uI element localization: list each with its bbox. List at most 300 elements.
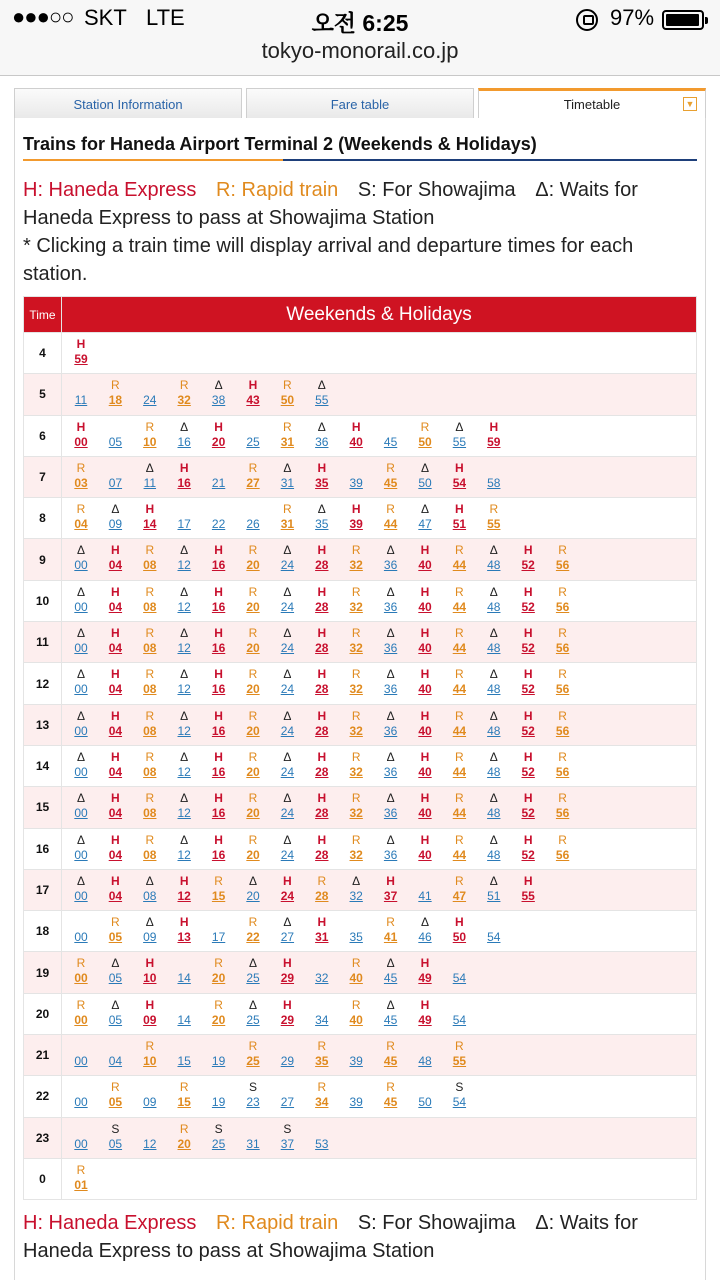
train-time-link[interactable] (202, 420, 236, 450)
departure-minute: 48 (487, 558, 501, 573)
train-time-link[interactable] (167, 461, 201, 491)
train-time-link[interactable] (64, 378, 98, 408)
train-time-link[interactable] (202, 585, 236, 615)
train-time-link[interactable] (64, 915, 98, 945)
train-time-link[interactable] (477, 626, 511, 656)
train-time-link[interactable] (236, 461, 270, 491)
train-time-link[interactable] (202, 709, 236, 739)
departure-minute: 39 (349, 1054, 363, 1069)
train-time-link[interactable] (408, 461, 442, 491)
train-time-link[interactable] (374, 915, 408, 945)
train-time-link[interactable] (339, 791, 373, 821)
train-time-link[interactable] (236, 626, 270, 656)
trains-cell (62, 415, 697, 456)
train-time-link[interactable] (305, 1122, 339, 1152)
train-time-link[interactable] (167, 750, 201, 780)
train-time-link[interactable] (270, 998, 304, 1028)
train-time-link[interactable] (270, 667, 304, 697)
train-type-mark: Δ (489, 749, 498, 764)
train-time-link[interactable] (270, 461, 304, 491)
train-time-link[interactable] (167, 378, 201, 408)
tab-station-information[interactable]: Station Information (14, 88, 242, 118)
departure-minute: 32 (349, 806, 363, 821)
train-type-mark (202, 1039, 236, 1054)
train-time-link[interactable] (546, 750, 580, 780)
train-time-link[interactable] (408, 667, 442, 697)
train-time-link[interactable] (202, 502, 236, 532)
departure-minute: 20 (211, 434, 226, 449)
departure-minute: 09 (143, 1095, 157, 1110)
departure-minute: 59 (74, 352, 88, 366)
departure-minute: 00 (74, 641, 88, 656)
train-time-link[interactable] (477, 833, 511, 863)
train-time-link[interactable] (374, 791, 408, 821)
train-time-link[interactable] (374, 1039, 408, 1069)
train-time-link[interactable] (374, 667, 408, 697)
departure-minute: 40 (349, 1012, 363, 1027)
train-time-link[interactable] (167, 956, 201, 986)
train-time-link[interactable] (374, 461, 408, 491)
train-time-link[interactable] (305, 585, 339, 615)
train-time-link[interactable] (477, 502, 511, 532)
train-time-link[interactable] (442, 420, 476, 450)
train-time-link[interactable] (408, 791, 442, 821)
train-time-link[interactable] (442, 667, 476, 697)
train-time-link[interactable] (408, 585, 442, 615)
departure-minute: 00 (74, 847, 88, 862)
train-time-link[interactable] (339, 502, 373, 532)
train-type-mark: H (214, 708, 223, 723)
train-time-link[interactable] (64, 667, 98, 697)
departure-minute: 44 (452, 641, 467, 656)
train-time-link[interactable] (133, 543, 167, 573)
train-time-link[interactable] (270, 543, 304, 573)
departure-minute: 40 (418, 806, 432, 821)
train-time-link[interactable] (202, 543, 236, 573)
train-time-link[interactable] (98, 1039, 132, 1069)
departure-minute: 31 (280, 517, 295, 532)
train-time-link[interactable] (236, 1122, 270, 1152)
train-time-link[interactable] (98, 667, 132, 697)
train-time-link[interactable] (98, 502, 132, 532)
train-time-link[interactable] (408, 998, 442, 1028)
train-time-link[interactable] (64, 833, 98, 863)
departure-minute: 56 (555, 682, 570, 697)
train-time-link[interactable] (442, 502, 476, 532)
train-time-link[interactable] (305, 626, 339, 656)
train-time-link[interactable] (133, 709, 167, 739)
train-time-link[interactable] (442, 626, 476, 656)
address-bar[interactable]: tokyo-monorail.co.jp (261, 38, 459, 63)
train-time-link[interactable] (408, 502, 442, 532)
train-time-link[interactable] (305, 420, 339, 450)
train-time-link[interactable] (408, 1039, 442, 1069)
train-time-link[interactable] (442, 956, 476, 986)
train-time-link[interactable] (167, 502, 201, 532)
train-time-link[interactable] (339, 956, 373, 986)
train-time-link[interactable] (305, 874, 339, 904)
train-time-link[interactable] (339, 461, 373, 491)
train-time-link[interactable] (339, 420, 373, 450)
train-time-link[interactable] (133, 378, 167, 408)
train-time-link[interactable] (202, 791, 236, 821)
train-time-link[interactable] (477, 791, 511, 821)
train-time-link[interactable] (408, 543, 442, 573)
train-time-link[interactable] (546, 667, 580, 697)
train-time-link[interactable] (236, 956, 270, 986)
train-time-link[interactable] (546, 626, 580, 656)
train-time-link[interactable] (408, 915, 442, 945)
train-time-link[interactable] (374, 502, 408, 532)
train-time-link[interactable] (202, 1039, 236, 1069)
train-time-link[interactable] (64, 956, 98, 986)
train-time-link[interactable] (64, 585, 98, 615)
train-time-link[interactable] (167, 791, 201, 821)
train-time-link[interactable] (339, 667, 373, 697)
train-time-link[interactable] (236, 420, 270, 450)
train-time-link[interactable] (202, 626, 236, 656)
train-time-link[interactable] (167, 709, 201, 739)
train-time-link[interactable] (167, 1122, 201, 1152)
train-time-link[interactable] (339, 1039, 373, 1069)
train-time-link[interactable] (546, 791, 580, 821)
train-time-link[interactable] (98, 791, 132, 821)
train-time-link[interactable] (64, 709, 98, 739)
train-time-link[interactable] (477, 750, 511, 780)
train-time-link[interactable] (442, 915, 476, 945)
departure-minute: 49 (418, 971, 432, 986)
train-time-link[interactable] (442, 1080, 476, 1110)
train-time-link[interactable] (305, 1039, 339, 1069)
train-time-link[interactable] (236, 998, 270, 1028)
tab-timetable[interactable] (478, 88, 706, 118)
train-type-mark: Δ (386, 997, 395, 1012)
train-time-link[interactable] (339, 874, 373, 904)
train-time-link[interactable] (511, 791, 545, 821)
train-time-link[interactable] (511, 667, 545, 697)
train-time-link[interactable] (305, 998, 339, 1028)
train-time-link[interactable] (202, 915, 236, 945)
train-time-link[interactable] (442, 709, 476, 739)
train-time-link[interactable] (374, 956, 408, 986)
train-time-link[interactable] (374, 750, 408, 780)
train-type-mark: R (558, 749, 567, 764)
train-time-link[interactable] (202, 750, 236, 780)
train-time-link[interactable] (511, 709, 545, 739)
train-time-link[interactable] (270, 833, 304, 863)
train-time-link[interactable] (236, 833, 270, 863)
train-time-link[interactable] (64, 1039, 98, 1069)
train-time-link[interactable] (202, 667, 236, 697)
train-time-link[interactable] (339, 750, 373, 780)
departure-minute: 15 (177, 1054, 191, 1069)
train-time-link[interactable] (98, 585, 132, 615)
train-time-link[interactable] (98, 833, 132, 863)
train-time-link[interactable] (64, 420, 98, 450)
train-time-link[interactable] (442, 998, 476, 1028)
train-time-link[interactable] (305, 502, 339, 532)
train-time-link[interactable] (305, 543, 339, 573)
train-time-link[interactable] (202, 833, 236, 863)
train-time-link[interactable] (511, 626, 545, 656)
train-time-link[interactable] (64, 502, 98, 532)
train-time-link[interactable] (270, 420, 304, 450)
train-time-link[interactable] (270, 626, 304, 656)
train-time-link[interactable] (236, 667, 270, 697)
train-time-link[interactable] (374, 998, 408, 1028)
train-time-link[interactable] (270, 378, 304, 408)
train-time-link[interactable] (305, 915, 339, 945)
train-time-link[interactable] (477, 709, 511, 739)
train-time-link[interactable] (339, 543, 373, 573)
departure-minute: 32 (315, 971, 329, 986)
train-time-link[interactable] (98, 543, 132, 573)
train-time-link[interactable] (408, 874, 442, 904)
train-time-link[interactable] (98, 626, 132, 656)
train-type-mark (270, 1080, 304, 1095)
train-time-link[interactable] (442, 543, 476, 573)
train-time-link[interactable] (305, 709, 339, 739)
train-time-link[interactable] (133, 1122, 167, 1152)
train-time-link[interactable] (374, 543, 408, 573)
train-time-link[interactable] (546, 833, 580, 863)
train-time-link[interactable] (64, 1163, 98, 1193)
train-time-link[interactable] (546, 709, 580, 739)
train-time-link[interactable] (133, 667, 167, 697)
train-time-link[interactable] (133, 420, 167, 450)
train-time-link[interactable] (374, 626, 408, 656)
train-time-link[interactable] (236, 750, 270, 780)
train-time-link[interactable] (64, 626, 98, 656)
train-time-link[interactable] (202, 956, 236, 986)
train-time-link[interactable] (236, 1039, 270, 1069)
train-time-link[interactable] (98, 461, 132, 491)
train-time-link[interactable] (98, 998, 132, 1028)
train-time-link[interactable] (305, 1080, 339, 1110)
train-time-link[interactable] (133, 1039, 167, 1069)
train-time-link[interactable] (305, 956, 339, 986)
train-time-link[interactable] (167, 420, 201, 450)
train-time-link[interactable] (98, 1080, 132, 1110)
train-time-link[interactable] (374, 1080, 408, 1110)
train-time-link[interactable] (442, 585, 476, 615)
train-time-link[interactable] (64, 1122, 98, 1152)
train-time-link[interactable] (64, 791, 98, 821)
train-time-link[interactable] (98, 750, 132, 780)
carrier-label: SKT (84, 5, 127, 30)
train-time-link[interactable] (133, 585, 167, 615)
train-time-link[interactable] (236, 543, 270, 573)
train-time-link[interactable] (167, 1039, 201, 1069)
departure-minute: 44 (452, 599, 467, 614)
train-time-link[interactable] (511, 543, 545, 573)
train-time-link[interactable] (98, 378, 132, 408)
train-time-link[interactable] (167, 915, 201, 945)
train-time-link[interactable] (408, 833, 442, 863)
train-time-link[interactable] (236, 378, 270, 408)
train-time-link[interactable] (305, 461, 339, 491)
train-time-link[interactable] (236, 585, 270, 615)
train-time-link[interactable] (442, 1039, 476, 1069)
train-time-link[interactable] (167, 874, 201, 904)
train-time-link[interactable] (64, 998, 98, 1028)
train-time-link[interactable] (167, 543, 201, 573)
departure-minute: 54 (452, 1095, 467, 1110)
train-time-link[interactable] (167, 833, 201, 863)
train-time-link[interactable] (236, 791, 270, 821)
train-type-mark: H (317, 667, 327, 682)
train-type-mark: R (351, 956, 361, 971)
train-time-link[interactable] (236, 502, 270, 532)
train-time-link[interactable] (236, 709, 270, 739)
train-time-link[interactable] (442, 461, 476, 491)
train-time-link[interactable] (408, 750, 442, 780)
train-time-link[interactable] (511, 750, 545, 780)
train-type-mark: Δ (489, 584, 498, 599)
train-time-link[interactable] (339, 1080, 373, 1110)
train-time-link[interactable] (339, 585, 373, 615)
train-time-link[interactable] (64, 461, 98, 491)
train-time-link[interactable] (305, 378, 339, 408)
train-time-link[interactable] (236, 915, 270, 945)
chevron-down-icon[interactable]: ▼ (683, 97, 697, 111)
train-time-link[interactable] (374, 585, 408, 615)
trains-cell (62, 869, 697, 910)
train-time-link[interactable] (236, 874, 270, 904)
train-time-link[interactable] (202, 874, 236, 904)
train-time-link[interactable] (64, 750, 98, 780)
train-time-link[interactable] (64, 1080, 98, 1110)
train-type-mark: H (111, 667, 120, 682)
train-time-link[interactable] (477, 874, 511, 904)
train-time-link[interactable] (339, 709, 373, 739)
train-time-link[interactable] (202, 1080, 236, 1110)
train-time-link[interactable] (133, 915, 167, 945)
train-time-link[interactable] (133, 626, 167, 656)
train-type-mark: R (145, 584, 155, 599)
train-time-link[interactable] (511, 585, 545, 615)
train-time-link[interactable] (202, 378, 236, 408)
trains-cell (62, 704, 697, 745)
train-time-link[interactable] (133, 833, 167, 863)
train-time-link[interactable] (133, 750, 167, 780)
train-time-link[interactable] (305, 833, 339, 863)
departure-minute: 56 (555, 847, 570, 862)
train-time-link[interactable] (305, 667, 339, 697)
train-time-link[interactable] (408, 1080, 442, 1110)
train-time-link[interactable] (98, 874, 132, 904)
train-time-link[interactable] (270, 750, 304, 780)
train-time-link[interactable] (305, 791, 339, 821)
train-time-link[interactable] (477, 667, 511, 697)
train-time-link[interactable] (64, 874, 98, 904)
train-time-link[interactable] (202, 998, 236, 1028)
train-type-mark: H (111, 708, 120, 723)
train-time-link[interactable] (477, 461, 511, 491)
train-time-link[interactable] (98, 709, 132, 739)
train-time-link[interactable] (546, 543, 580, 573)
train-time-link[interactable] (270, 1080, 304, 1110)
train-type-mark: H (489, 419, 499, 434)
train-time-link[interactable] (511, 874, 545, 904)
train-time-link[interactable] (442, 874, 476, 904)
train-time-link[interactable] (339, 915, 373, 945)
train-time-link[interactable] (64, 337, 98, 367)
train-time-link[interactable] (167, 998, 201, 1028)
train-time-link[interactable] (133, 998, 167, 1028)
train-time-link[interactable] (167, 667, 201, 697)
train-time-link[interactable] (270, 874, 304, 904)
train-time-link[interactable] (442, 791, 476, 821)
train-time-link[interactable] (477, 420, 511, 450)
train-type-mark (202, 1080, 236, 1095)
train-time-link[interactable] (270, 791, 304, 821)
train-time-link[interactable] (477, 915, 511, 945)
train-time-link[interactable] (270, 1122, 304, 1152)
train-time-link[interactable] (511, 833, 545, 863)
train-time-link[interactable] (64, 543, 98, 573)
train-time-link[interactable] (408, 626, 442, 656)
train-time-link[interactable] (133, 502, 167, 532)
train-time-link[interactable] (477, 585, 511, 615)
train-time-link[interactable] (339, 833, 373, 863)
train-time-link[interactable] (270, 585, 304, 615)
train-time-link[interactable] (202, 461, 236, 491)
train-time-link[interactable] (98, 956, 132, 986)
train-time-link[interactable] (408, 709, 442, 739)
train-time-link[interactable] (477, 543, 511, 573)
train-time-link[interactable] (374, 709, 408, 739)
train-time-link[interactable] (270, 956, 304, 986)
train-time-link[interactable] (202, 1122, 236, 1152)
train-time-link[interactable] (374, 833, 408, 863)
departure-minute: 47 (418, 517, 432, 532)
train-time-link[interactable] (408, 420, 442, 450)
departure-minute: 52 (521, 806, 535, 821)
train-time-link[interactable] (408, 956, 442, 986)
train-time-link[interactable] (374, 420, 408, 450)
train-time-link[interactable] (236, 1080, 270, 1110)
train-type-mark: Δ (283, 543, 292, 558)
train-time-link[interactable] (305, 750, 339, 780)
train-time-link[interactable] (167, 585, 201, 615)
train-time-link[interactable] (133, 461, 167, 491)
train-time-link[interactable] (270, 709, 304, 739)
train-time-link[interactable] (98, 420, 132, 450)
train-time-link[interactable] (98, 1122, 132, 1152)
train-time-link[interactable] (270, 915, 304, 945)
train-time-link[interactable] (133, 956, 167, 986)
train-time-link[interactable] (442, 833, 476, 863)
train-time-link[interactable] (133, 791, 167, 821)
train-time-link[interactable] (546, 585, 580, 615)
train-time-link[interactable] (339, 626, 373, 656)
train-time-link[interactable] (374, 874, 408, 904)
tab-fare-table[interactable]: Fare table (246, 88, 474, 118)
train-time-link[interactable] (167, 1080, 201, 1110)
train-time-link[interactable] (270, 1039, 304, 1069)
train-time-link[interactable] (442, 750, 476, 780)
train-time-link[interactable] (133, 1080, 167, 1110)
train-time-link[interactable] (270, 502, 304, 532)
train-time-link[interactable] (98, 915, 132, 945)
train-time-link[interactable] (339, 998, 373, 1028)
train-time-link[interactable] (167, 626, 201, 656)
departure-minute: 25 (246, 1012, 260, 1027)
train-type-mark: Δ (180, 749, 189, 764)
departure-minute: 47 (452, 888, 467, 903)
train-time-link[interactable] (133, 874, 167, 904)
